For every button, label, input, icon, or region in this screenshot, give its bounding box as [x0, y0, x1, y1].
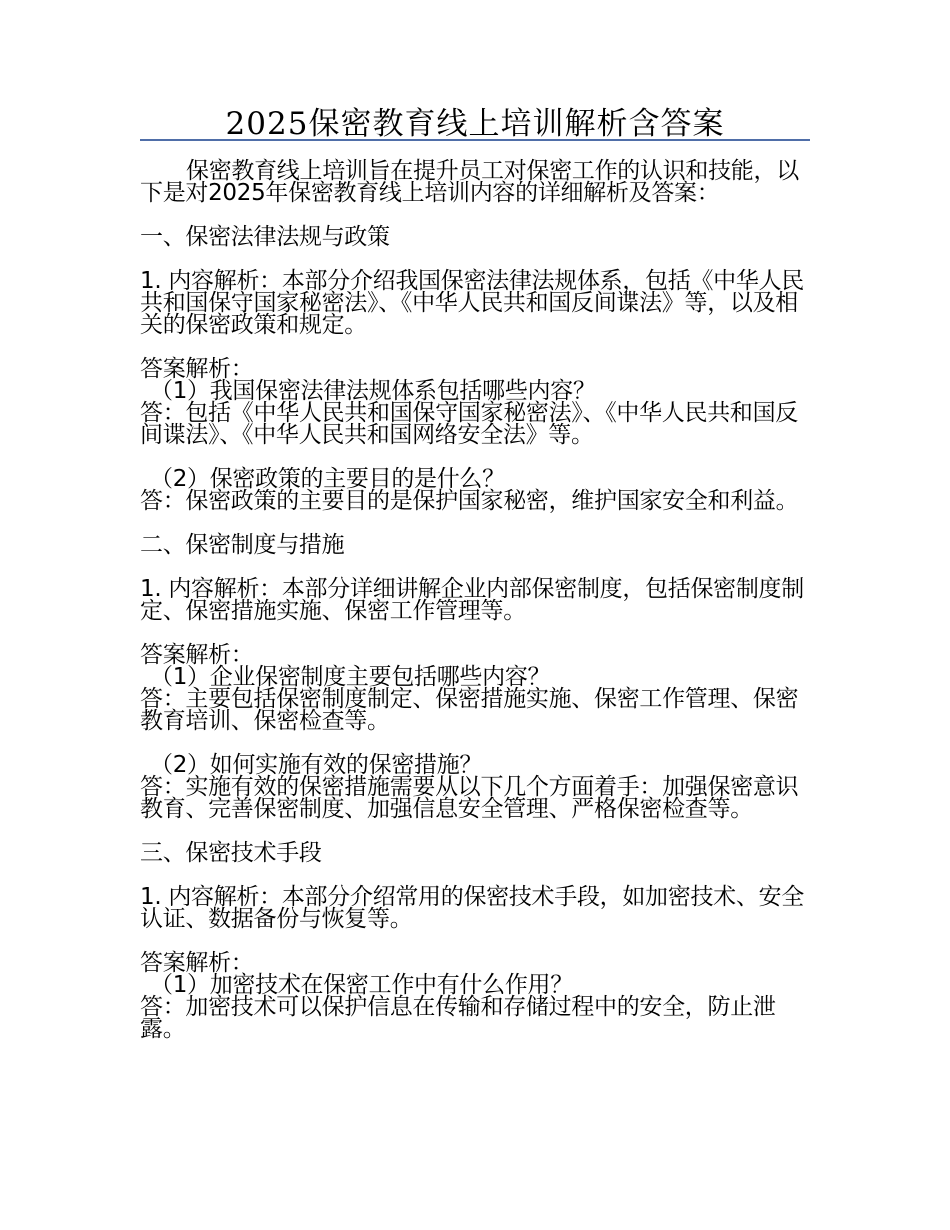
section-1-answer-label: 答案解析： [140, 356, 254, 382]
section-3-content: 1. 内容解析：本部分介绍常用的保密技术手段，如加密技术、安全认证、数据备份与恢复等。 [140, 884, 804, 932]
section-1-content: 1. 内容解析：本部分介绍我国保密法律法规体系，包括《中华人民共和国保守国家秘密法》、《中华人民共和国反间谍法》等，以及相关的保密政策和规定。 [140, 268, 804, 338]
section-heading-3: 三、保密技术手段 [140, 840, 322, 866]
section-2-question-2: （2）如何实施有效的保密措施？ [150, 752, 483, 778]
section-heading-2: 二、保密制度与措施 [140, 532, 345, 558]
section-heading-1: 一、保密法律法规与政策 [140, 224, 390, 250]
section-2-answer-1: 答：主要包括保密制度制定、保密措施实施、保密工作管理、保密教育培训、保密检查等。 [140, 686, 799, 734]
section-1-question-2: （2）保密政策的主要目的是什么？ [150, 466, 505, 492]
document-title: 2025保密教育线上培训解析含答案 [225, 106, 725, 142]
document-body [140, 160, 812, 1040]
section-2-question-1: （1）企业保密制度主要包括哪些内容？ [150, 664, 551, 690]
section-3-answer-1: 答：加密技术可以保护信息在传输和存储过程中的安全，防止泄露。 [140, 994, 776, 1042]
section-3-answer-label: 答案解析： [140, 950, 254, 976]
intro-paragraph: 保密教育线上培训旨在提升员工对保密工作的认识和技能，以下是对2025年保密教育线上培训内容的详细解析及答案： [140, 158, 799, 206]
section-1-answer-1: 答：包括《中华人民共和国保守国家秘密法》、《中华人民共和国反间谍法》、《中华人民共和国网络安全法》等。 [140, 400, 799, 448]
title-underline [140, 139, 810, 141]
section-1-answer-2: 答：保密政策的主要目的是保护国家秘密，维护国家安全和利益。 [140, 488, 799, 514]
section-2-answer-2: 答：实施有效的保密措施需要从以下几个方面着手：加强保密意识教育、完善保密制度、加强信息安全管理、严格保密检查等。 [140, 774, 799, 822]
section-2-answer-label: 答案解析： [140, 642, 254, 668]
section-2-content: 1. 内容解析：本部分详细讲解企业内部保密制度，包括保密制度制定、保密措施实施、保密工作管理等。 [140, 576, 804, 624]
section-3-question-1: （1）加密技术在保密工作中有什么作用？ [150, 972, 573, 998]
section-1-question-1: （1）我国保密法律法规体系包括哪些内容？ [150, 378, 596, 404]
